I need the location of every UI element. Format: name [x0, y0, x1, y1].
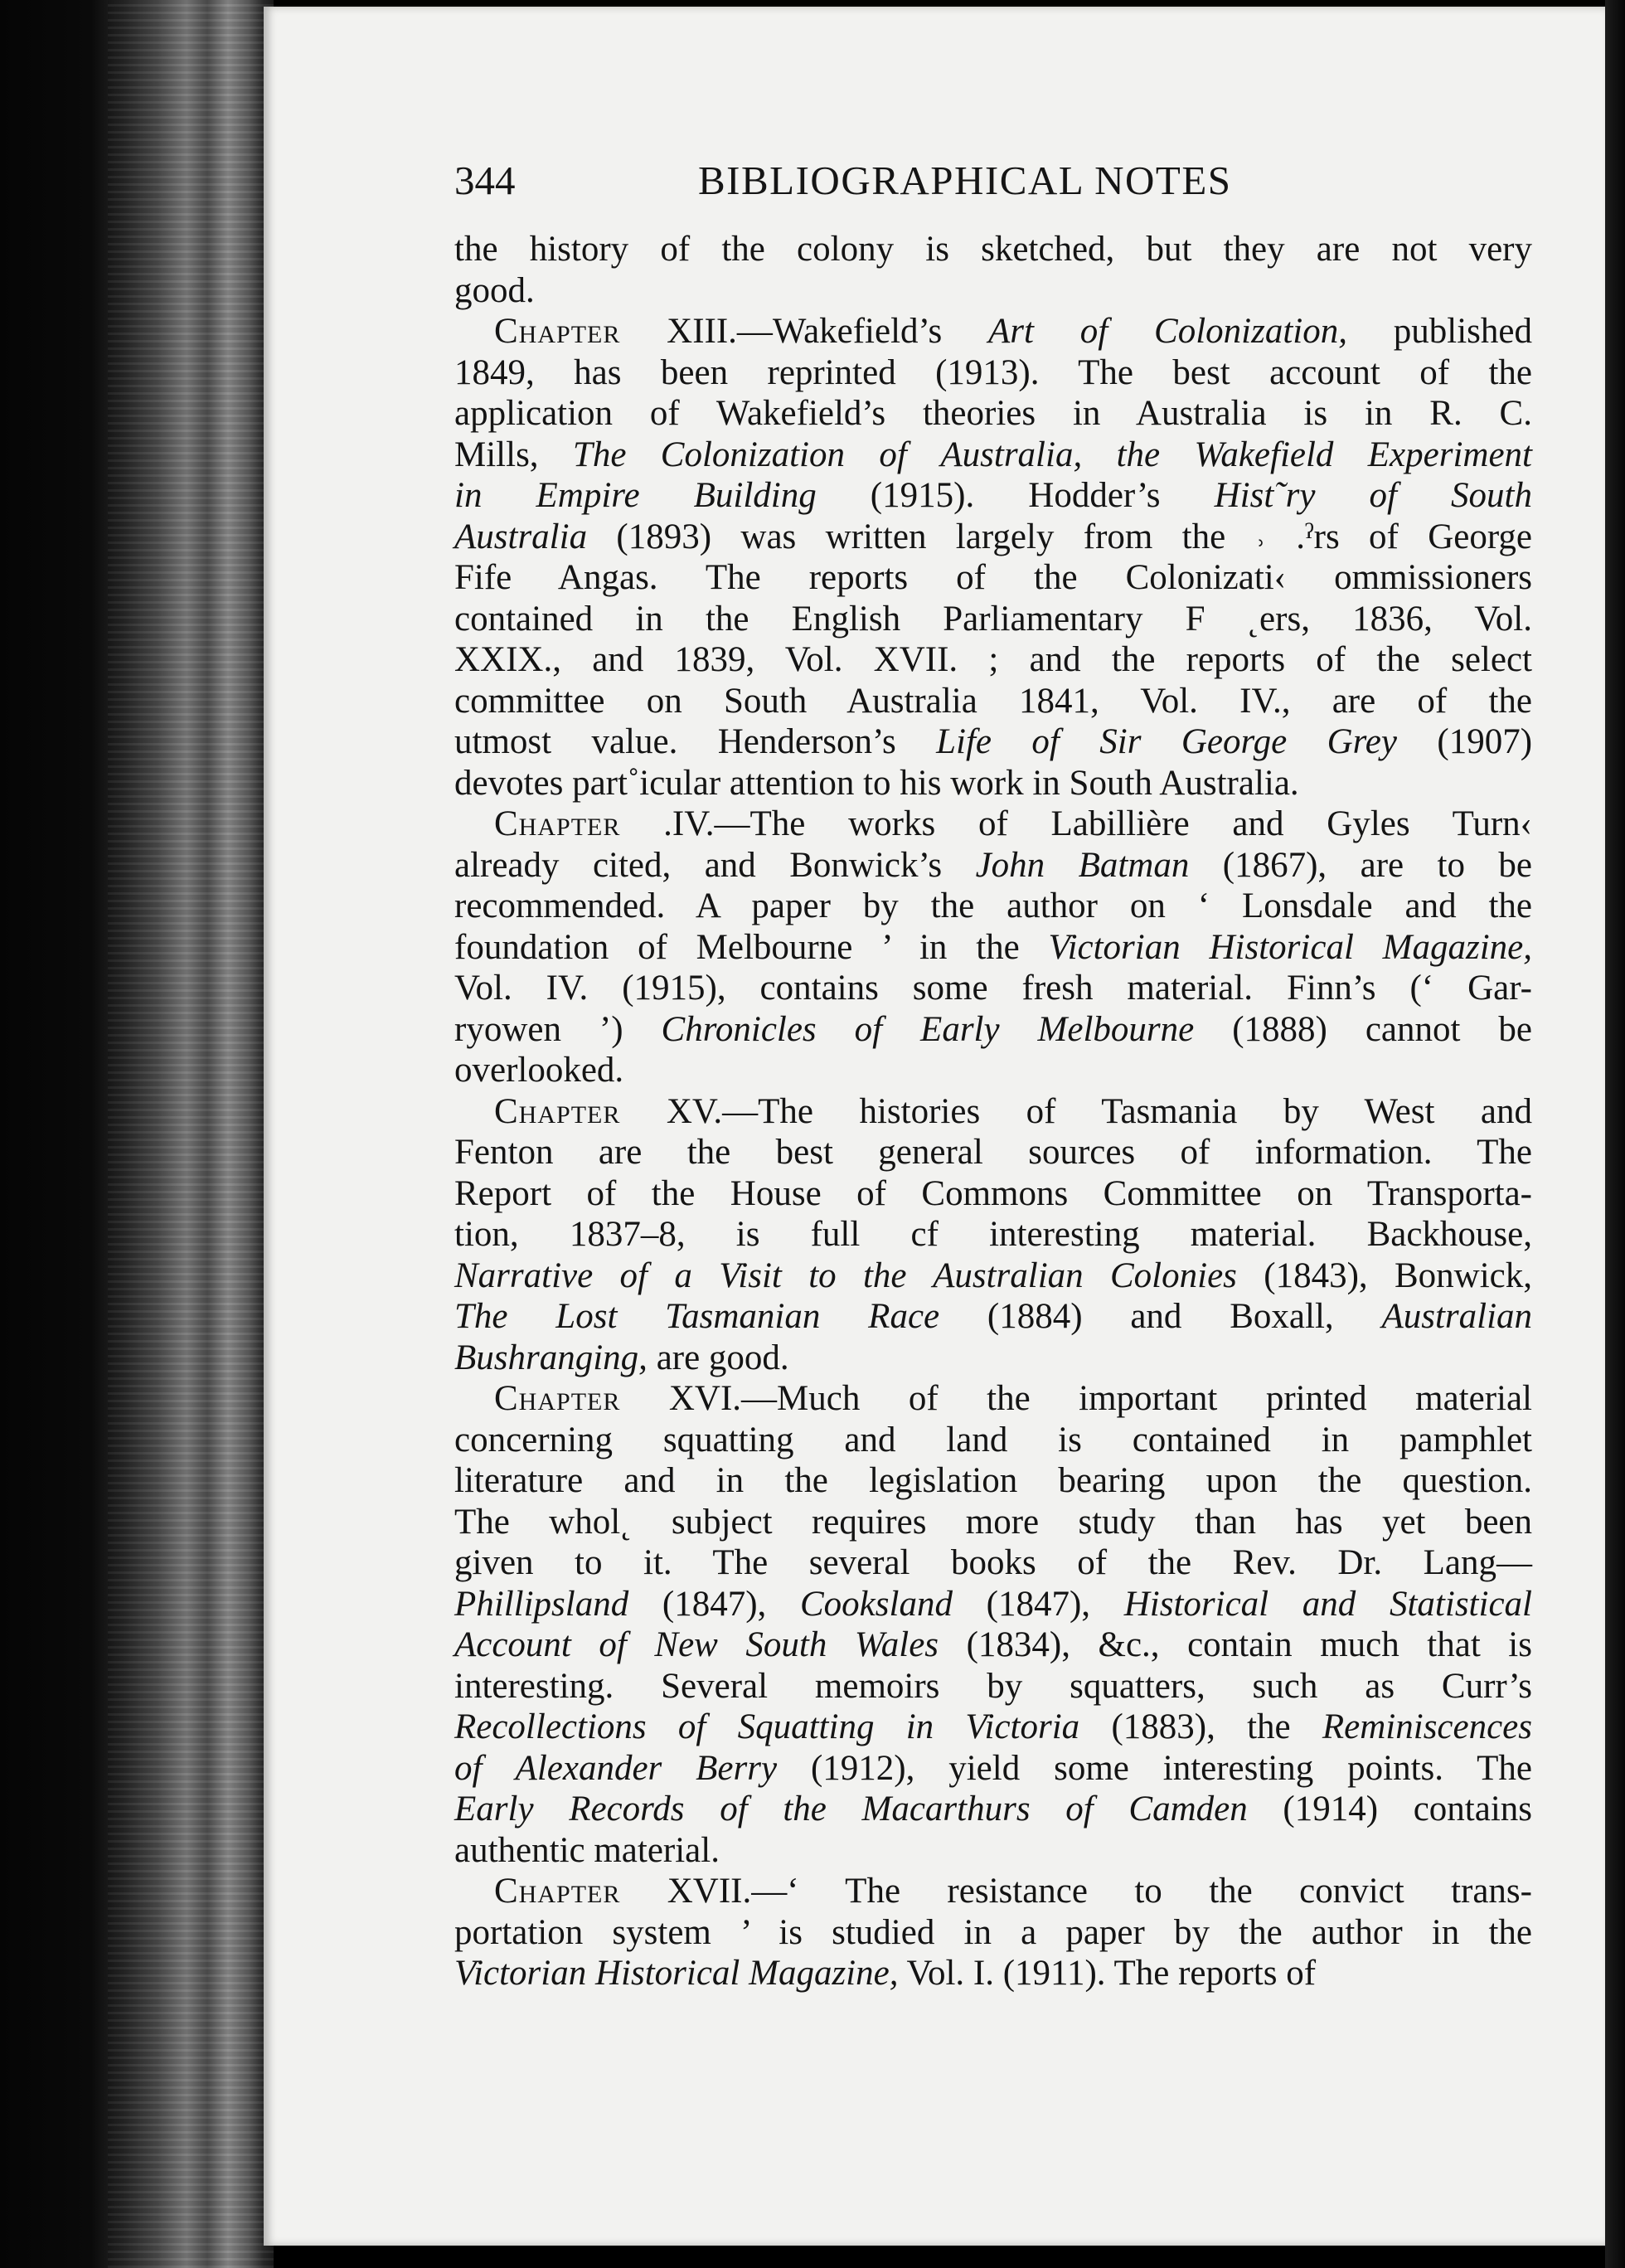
italic-title: Cooksland: [800, 1584, 953, 1624]
text-line: [454, 517, 1532, 558]
text-run: Fife Angas. The reports of the Colonizati‹ ommissioners: [454, 558, 1532, 597]
text-run: Mills,: [454, 435, 573, 474]
text-line: [454, 1091, 1532, 1133]
text-run: XIII.—Wakefield’s: [620, 312, 989, 351]
text-run: 1849, has been reprinted (1913). The best account of the: [454, 352, 1532, 392]
text-run: good.: [454, 270, 535, 310]
text-run: devotes part˚icular attention to his work in South Australia.: [454, 763, 1299, 803]
italic-title: Reminiscences: [1322, 1707, 1532, 1746]
text-run: recommended. A paper by the author on ‘ Lonsdale and the: [454, 886, 1532, 925]
text-run: literature and in the legislation bearing upon the question.: [454, 1461, 1532, 1500]
text-run: XXIX., and 1839, Vol. XVII. ; and the reports of the select: [454, 640, 1532, 679]
text-run: interesting. Several memoirs by squatters, such as Curr’s: [454, 1666, 1532, 1706]
text-line: [454, 1625, 1532, 1666]
italic-title: Australian: [1381, 1297, 1533, 1336]
text-run: (1912), yield some interesting points. The: [777, 1748, 1532, 1788]
text-line: [454, 681, 1532, 722]
text-run: the history of the colony is sketched, but they are not very: [454, 230, 1532, 269]
text-run: (1888) cannot be: [1194, 1009, 1532, 1049]
body-text: [454, 229, 1532, 1994]
italic-title: Victorian Historical Magazine,: [454, 1954, 899, 1993]
text-line: [454, 1542, 1532, 1584]
text-line: [454, 1378, 1532, 1420]
text-line: [454, 1132, 1532, 1173]
paragraph: [454, 1871, 1532, 1994]
text-run: portation system ’ is studied in a paper by the author in the: [454, 1912, 1532, 1952]
text-run: authentic material.: [454, 1830, 720, 1870]
text-line: [454, 599, 1532, 640]
text-line: [454, 1748, 1532, 1790]
italic-title: Victorian Historical Magazine,: [1048, 927, 1532, 967]
text-line: [454, 311, 1532, 352]
chapter-label: Chapter: [494, 312, 621, 351]
italic-title: of Alexander Berry: [454, 1748, 778, 1788]
text-run: published: [1346, 312, 1532, 351]
text-run: (1847),: [952, 1584, 1124, 1624]
text-line: [454, 435, 1532, 476]
paragraph: [454, 311, 1532, 804]
text-line: [454, 639, 1532, 681]
text-line: [454, 1789, 1532, 1830]
chapter-label: Chapter: [494, 1872, 621, 1911]
text-line: [454, 1255, 1532, 1297]
chapter-label: Chapter: [494, 1379, 621, 1418]
text-run: utmost value. Henderson’s: [454, 722, 937, 761]
italic-title: Life of Sir George Grey: [936, 722, 1397, 761]
text-run: (1843), Bonwick,: [1236, 1255, 1533, 1295]
text-run: XVI.—Much of the important printed material: [620, 1379, 1532, 1418]
text-line: [454, 968, 1532, 1009]
text-line: [454, 1584, 1532, 1625]
chapter-label: Chapter: [494, 804, 621, 843]
text-run: XVII.—‘ The resistance to the convict trans-: [620, 1872, 1532, 1911]
text-line: [454, 1666, 1532, 1707]
text-run: (1867), are to be: [1189, 845, 1532, 885]
text-run: XV.—The histories of Tasmania by West and: [620, 1091, 1532, 1131]
italic-title: Hist˜ry of South: [1214, 476, 1532, 515]
italic-title: Narrative of a Visit to the Australian Colonies: [454, 1255, 1237, 1295]
text-run: contained in the English Parliamentary F ˛ers, 1836, Vol.: [454, 599, 1532, 639]
text-run: (1907): [1396, 722, 1533, 761]
text-line: [454, 270, 1532, 312]
text-line: [454, 1953, 1532, 1994]
italic-title: Bushranging,: [454, 1338, 648, 1377]
text-run: (1883), the: [1079, 1707, 1322, 1746]
text-run: The whol˛ subject requires more study than has yet been: [454, 1502, 1532, 1542]
paragraph: [454, 1378, 1532, 1871]
text-run: are good.: [647, 1338, 789, 1377]
text-run: Report of the House of Commons Committee on Transporta-: [454, 1173, 1532, 1213]
text-run: (1834), &c., contain much that is: [939, 1625, 1532, 1664]
italic-title: Historical and Statistical: [1123, 1584, 1532, 1624]
text-line: [454, 1871, 1532, 1912]
text-line: [454, 886, 1532, 927]
text-line: [454, 393, 1532, 435]
text-line: [454, 1338, 1532, 1379]
running-title: BIBLIOGRAPHICAL NOTES: [698, 158, 1232, 203]
page-number: 344: [454, 158, 516, 203]
italic-title: Chronicles of Early Melbourne: [661, 1009, 1195, 1049]
italic-title: Art of Colonization,: [988, 312, 1347, 351]
text-line: [454, 845, 1532, 886]
book-spine-texture: [108, 0, 274, 2268]
italic-title: The Lost Tasmanian Race: [454, 1297, 940, 1336]
text-run: (1847),: [628, 1584, 800, 1624]
text-line: [454, 1214, 1532, 1255]
text-line: [454, 927, 1532, 969]
text-run: tion, 1837–8, is full cf interesting material. Backhouse,: [454, 1215, 1532, 1254]
italic-title: Phillipsland: [454, 1584, 629, 1624]
page-edge-shadow: [1605, 0, 1625, 2268]
text-run: (1884) and Boxall,: [939, 1297, 1382, 1336]
text-run: Vol. I. (1911). The reports of: [898, 1954, 1317, 1993]
text-line: [454, 475, 1532, 517]
italic-title: Recollections of Squatting in Victoria: [454, 1707, 1080, 1746]
text-run: committee on South Australia 1841, Vol. IV., are of the: [454, 681, 1532, 721]
paragraph: [454, 804, 1532, 1091]
text-line: [454, 804, 1532, 845]
text-line: [454, 1502, 1532, 1543]
text-line: [454, 1420, 1532, 1461]
text-run: Vol. IV. (1915), contains some fresh material. Finn’s (‘ Gar-: [454, 969, 1532, 1008]
text-run: already cited, and Bonwick’s: [454, 845, 976, 885]
text-line: [454, 1460, 1532, 1502]
text-line: [454, 1912, 1532, 1954]
text-line: [454, 1173, 1532, 1215]
text-run: Fenton are the best general sources of information. The: [454, 1133, 1532, 1172]
text-line: [454, 763, 1532, 804]
paragraph: [454, 1091, 1532, 1379]
chapter-label: Chapter: [494, 1091, 621, 1131]
italic-title: Early Records of the Macarthurs of Camden: [454, 1790, 1248, 1828]
italic-title: Australia: [454, 517, 588, 556]
text-run: (1893) was written largely from the ˒ .ˀrs of George: [587, 517, 1532, 556]
italic-title: Account of New South Wales: [454, 1625, 939, 1664]
text-line: [454, 1050, 1532, 1091]
text-run: application of Wakefield’s theories in Australia is in R. C.: [454, 394, 1532, 433]
paragraph: [454, 229, 1532, 311]
text-run: .IV.—The works of Labillière and Gyles Turn‹: [620, 804, 1532, 843]
page-header: [454, 158, 1300, 207]
text-line: [454, 557, 1532, 599]
text-run: given to it. The several books of the Rev. Dr. Lang—: [454, 1543, 1532, 1582]
text-run: concerning squatting and land is contained in pamphlet: [454, 1420, 1532, 1459]
text-run: (1915). Hodder’s: [816, 476, 1215, 515]
text-line: [454, 1296, 1532, 1338]
text-run: ryowen ’): [454, 1009, 662, 1049]
text-line: [454, 1707, 1532, 1748]
text-line: [454, 352, 1532, 394]
text-line: [454, 1009, 1532, 1051]
text-run: overlooked.: [454, 1051, 624, 1090]
text-line: [454, 229, 1532, 270]
italic-title: John Batman: [975, 845, 1190, 885]
text-line: [454, 721, 1532, 763]
text-run: (1914) contains: [1247, 1790, 1533, 1828]
text-run: foundation of Melbourne ’ in the: [454, 927, 1049, 967]
text-line: [454, 1830, 1532, 1872]
italic-title: in Empire Building: [454, 476, 817, 515]
italic-title: The Colonization of Australia, the Wakefield Experiment: [572, 435, 1532, 474]
